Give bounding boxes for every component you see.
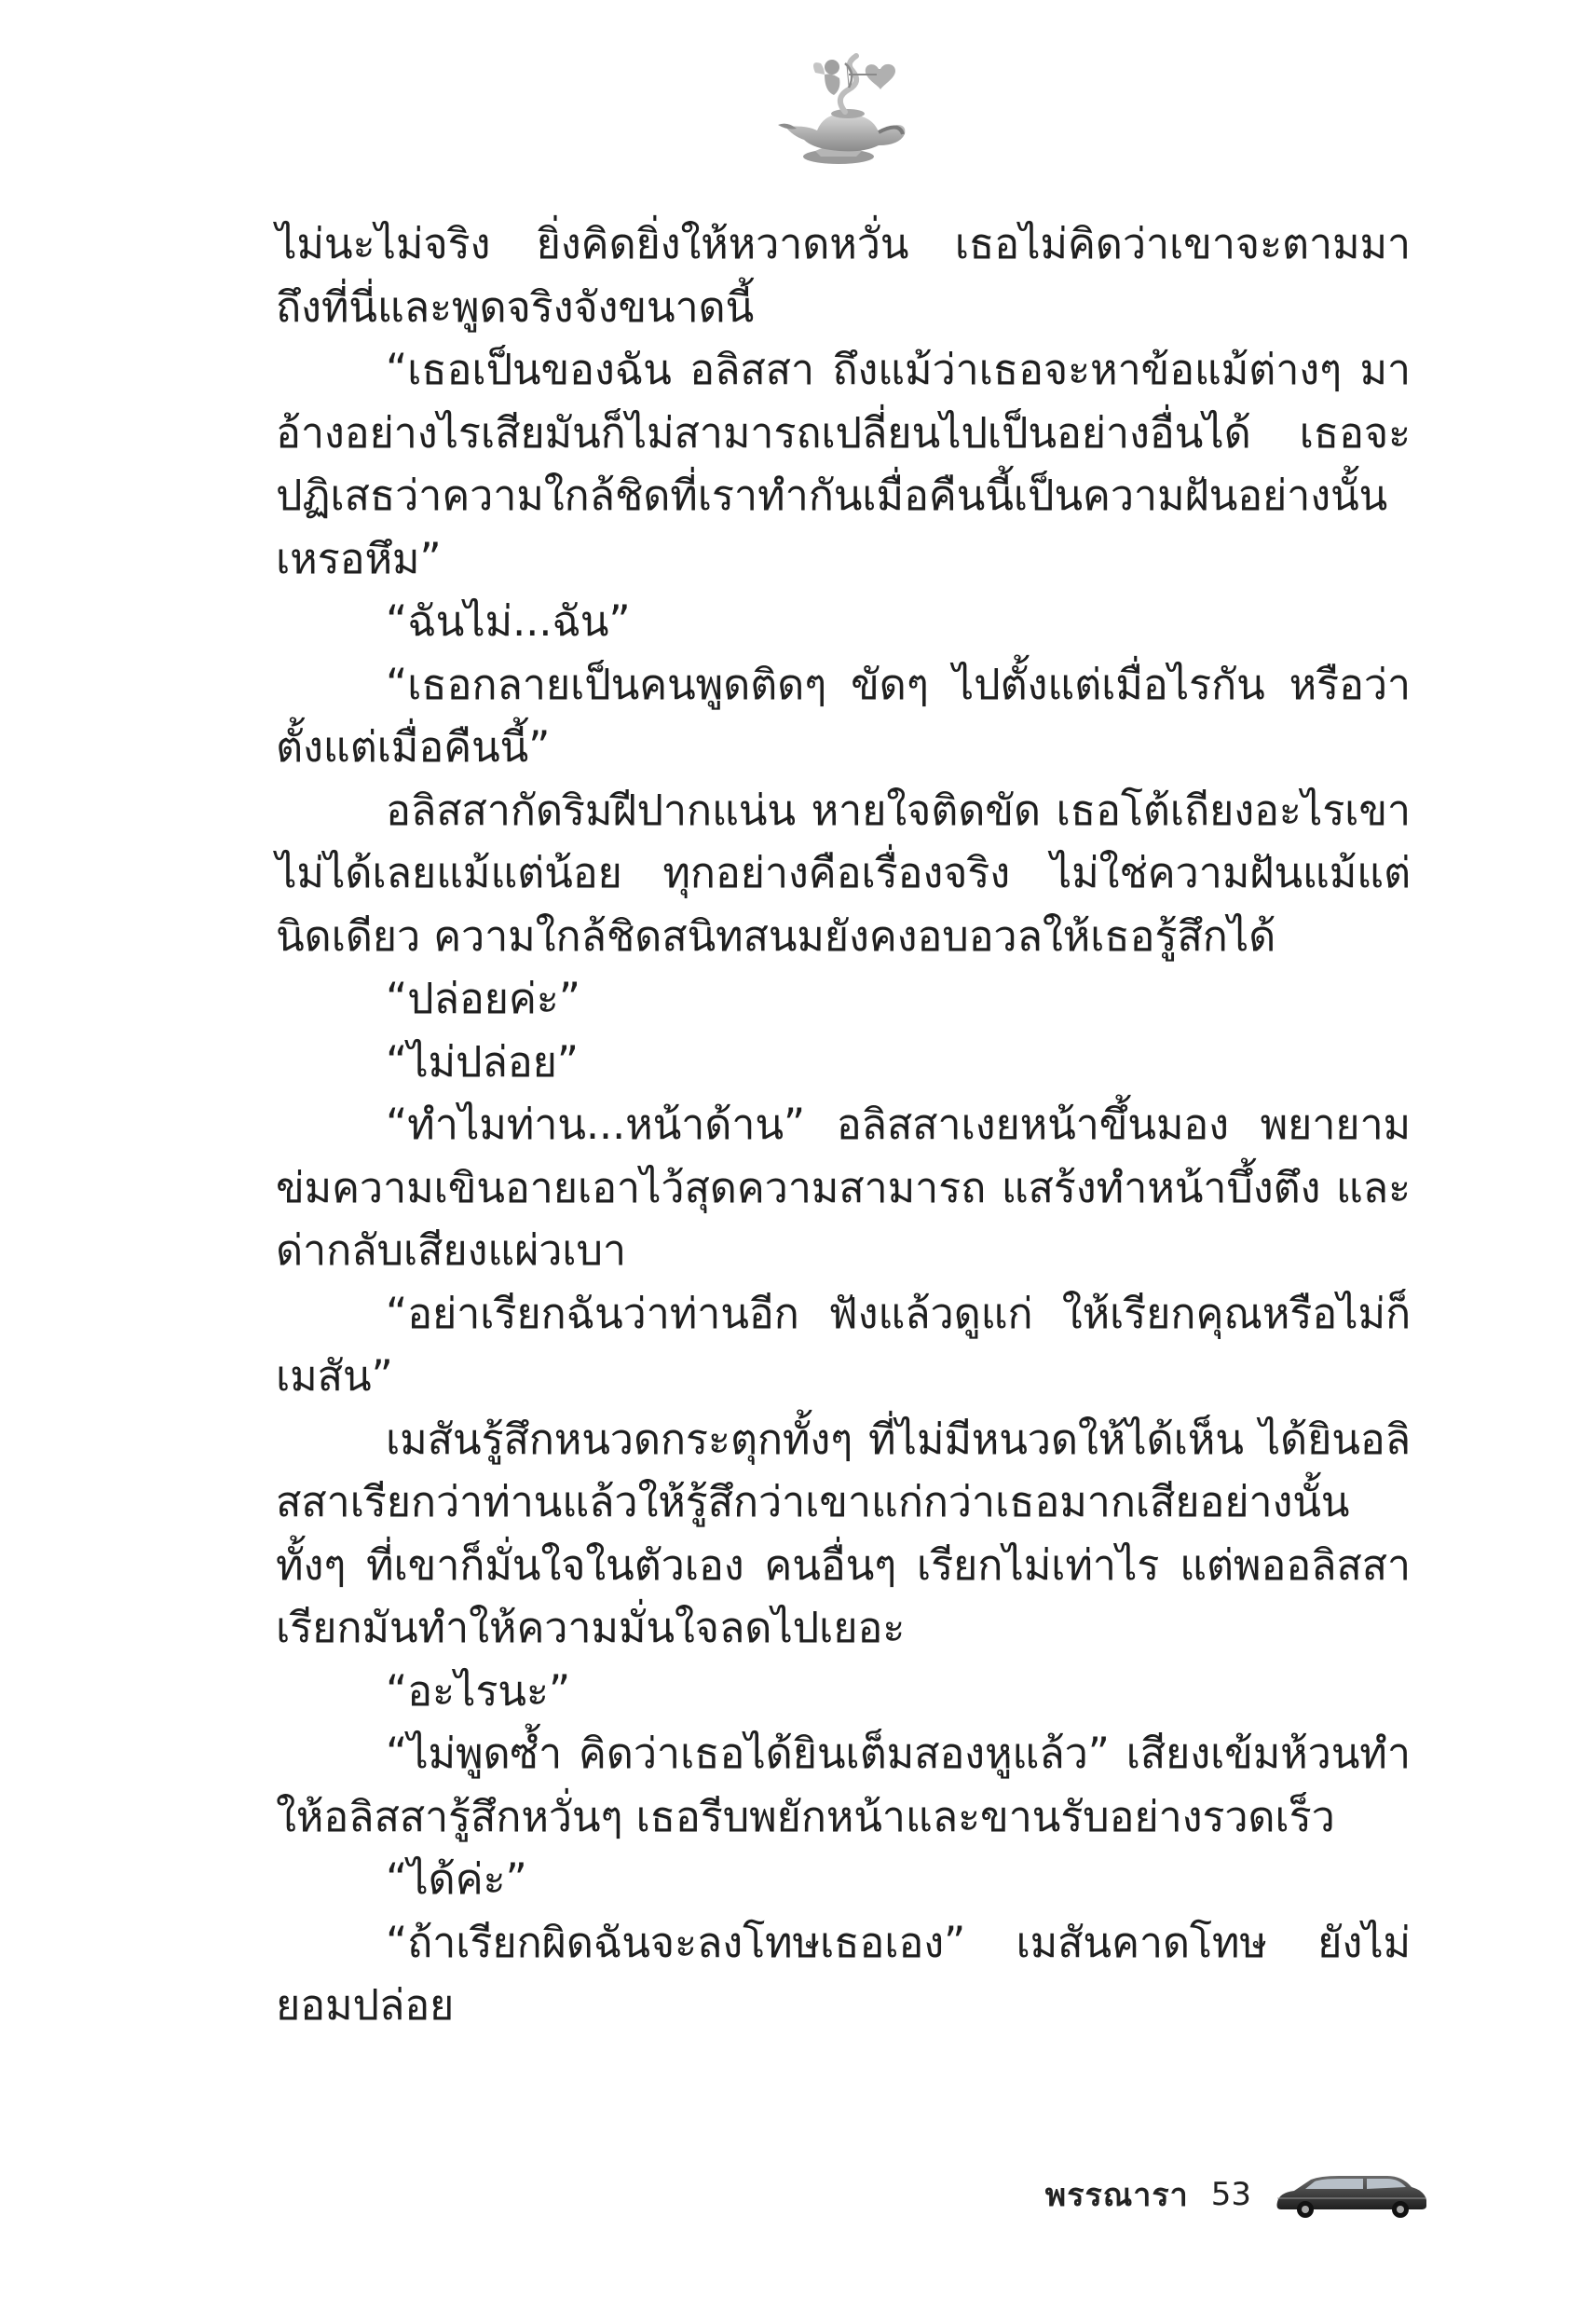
page-footer	[1045, 2167, 1430, 2222]
paragraph: “ปล่อยค่ะ”	[386, 974, 580, 1023]
paragraph: “อะไรนะ”	[386, 1665, 570, 1716]
paragraph: “ได้ค่ะ”	[386, 1854, 527, 1904]
paragraph: “อย่าเรียกฉันว่าท่านอีก ฟังแล้วดูแก่ ให้เรียกคุณหรือไม่ก็เมสัน”	[276, 1288, 1411, 1401]
paragraph: “เธอกลายเป็นคนพูดติดๆ ขัดๆ ไปตั้งแต่เมื่อไรกัน หรือว่าตั้งแต่เมื่อคืนนี้”	[276, 659, 1411, 772]
paragraph: “ไม่ปล่อย”	[386, 1036, 579, 1087]
genie-lamp-icon	[759, 47, 918, 168]
paragraph: “ถ้าเรียกผิดฉันจะลงโทษเธอเอง” เมสันคาดโทษ ยังไม่ยอมปล่อย	[276, 1917, 1411, 2030]
paragraph: “ทำไมท่าน...หน้าด้าน” อลิสสาเงยหน้าขึ้นมอง พยายามข่มความเขินอายเอาไว้สุดความสามารถ แสร้งทำหน้าบึ้งตึง และด่ากลับเสียงแผ่วเบา	[276, 1100, 1411, 1275]
paragraph: อลิสสากัดริมฝีปากแน่น หายใจติดขัด เธอโต้เถียงอะไรเขาไม่ได้เลยแม้แต่น้อย ทุกอย่างคือเรื่องจริง ไม่ใช่ความฝันแม้แต่นิดเดียว ความใกล้ชิดสนิทสนมยังคงอบอวลให้เธอรู้สึกได้	[276, 785, 1411, 961]
book-title: พรรณารา	[1044, 2177, 1189, 2214]
limousine-icon	[1274, 2167, 1430, 2222]
paragraph: “เธอเป็นของฉัน อลิสสา ถึงแม้ว่าเธอจะหาข้อแม้ต่างๆ มาอ้างอย่างไรเสียมันก็ไม่สามารถเปลี่ยนไปเป็นอย่างอื่นได้ เธอจะปฏิเสธว่าความใกล้ชิดที่เราทำกันเมื่อคืนนี้เป็นความฝันอย่างนั้นเหรอหึม”	[276, 345, 1411, 583]
paragraph: ไม่นะไม่จริง ยิ่งคิดยิ่งให้หวาดหวั่น เธอไม่คิดว่าเขาจะตามมาถึงที่นี่และพูดจริงจังขนาดนี้	[276, 219, 1411, 332]
page-number: 53	[1210, 2176, 1251, 2213]
paragraph: “ไม่พูดซ้ำ คิดว่าเธอได้ยินเต็มสองหูแล้ว” เสียงเข้มห้วนทำให้อลิสสารู้สึกหวั่นๆ เธอรีบพยักหน้าและขานรับอย่างรวดเร็ว	[276, 1729, 1411, 1841]
paragraph: เมสันรู้สึกหนวดกระตุกทั้งๆ ที่ไม่มีหนวดให้ได้เห็น ได้ยินอลิสสาเรียกว่าท่านแล้วให้รู้สึกว่าเขาแก่กว่าเธอมากเสียอย่างนั้น ทั้งๆ ที่เขาก็มั่นใจในตัวเอง คนอื่นๆ เรียกไม่เท่าไร แต่พออลิสสาเรียกมันทำให้ความมั่นใจลดไปเยอะ	[276, 1414, 1411, 1652]
paragraph: “ฉันไม่...ฉัน”	[386, 596, 631, 646]
body-text	[276, 212, 1411, 2037]
